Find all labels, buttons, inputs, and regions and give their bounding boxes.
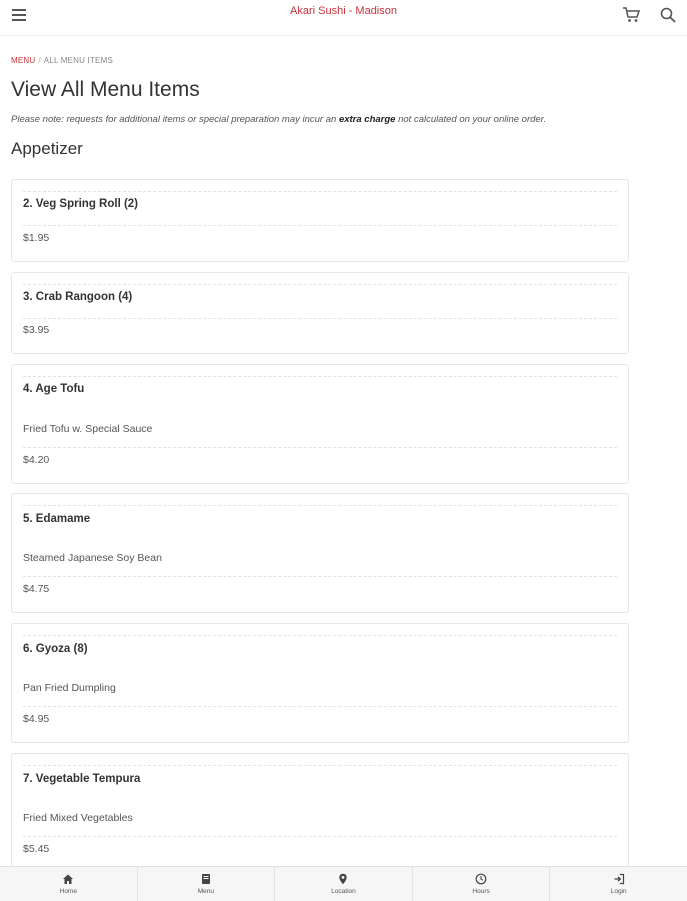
- menu-item-description: Fried Mixed Vegetables: [23, 812, 133, 824]
- page-title: View All Menu Items: [11, 78, 200, 101]
- menu-item-price: $4.20: [23, 454, 50, 466]
- breadcrumb: [11, 56, 113, 65]
- menu-item-card[interactable]: [11, 272, 629, 354]
- nav-hours[interactable]: [413, 867, 551, 901]
- menu-item-name: 5. Edamame: [23, 513, 91, 525]
- nav-login[interactable]: [550, 867, 687, 901]
- order-note: [11, 114, 546, 125]
- map-pin-icon: [337, 873, 349, 885]
- menu-item-card[interactable]: [11, 753, 629, 873]
- menu-item-card[interactable]: [11, 364, 629, 484]
- note-text-after: not calculated on your online order.: [395, 114, 547, 125]
- menu-item-description: Fried Tofu w. Special Sauce: [23, 423, 153, 435]
- menu-item-name: 2. Veg Spring Roll (2): [23, 198, 139, 210]
- menu-item-name: 7. Vegetable Tempura: [23, 773, 141, 785]
- menu-item-name: 3. Crab Rangoon (4): [23, 291, 133, 303]
- top-bar: [0, 0, 687, 36]
- menu-item-description: Pan Fried Dumpling: [23, 682, 116, 694]
- breadcrumb-current: ALL MENU ITEMS: [43, 56, 113, 65]
- note-emphasis: extra charge: [338, 114, 396, 125]
- menu-item-card[interactable]: [11, 179, 629, 262]
- breadcrumb-menu-link[interactable]: MENU: [11, 56, 36, 65]
- nav-home[interactable]: [0, 867, 138, 901]
- nav-home-label: Home: [59, 888, 77, 895]
- nav-menu[interactable]: [138, 867, 276, 901]
- menu-item-card[interactable]: [11, 493, 629, 613]
- menu-item-price: $3.95: [23, 324, 50, 336]
- home-icon: [62, 873, 74, 885]
- book-icon: [200, 873, 212, 885]
- bottom-nav: [0, 866, 687, 901]
- note-text-before: Please note: requests for additional items or special preparation may incur an: [11, 114, 339, 125]
- restaurant-title[interactable]: Akari Sushi - Madison: [290, 5, 397, 17]
- clock-icon: [475, 873, 487, 885]
- menu-item-name: 4. Age Tofu: [23, 383, 85, 395]
- menu-item-price: $4.75: [23, 583, 50, 595]
- nav-location-label: Location: [331, 888, 356, 895]
- section-title: Appetizer: [11, 139, 83, 158]
- cart-icon[interactable]: [622, 6, 640, 24]
- nav-hours-label: Hours: [472, 888, 490, 895]
- login-icon: [613, 873, 625, 885]
- menu-item-price: $1.95: [23, 232, 50, 244]
- menu-item-description: Steamed Japanese Soy Bean: [23, 552, 162, 564]
- nav-login-label: Login: [610, 888, 627, 895]
- nav-menu-label: Menu: [197, 888, 215, 895]
- menu-item-price: $4.95: [23, 713, 50, 725]
- nav-location[interactable]: [275, 867, 413, 901]
- menu-item-price: $5.45: [23, 843, 50, 855]
- search-icon[interactable]: [659, 6, 677, 24]
- breadcrumb-separator: /: [38, 56, 41, 65]
- menu-item-name: 6. Gyoza (8): [23, 643, 88, 655]
- menu-item-card[interactable]: [11, 623, 629, 743]
